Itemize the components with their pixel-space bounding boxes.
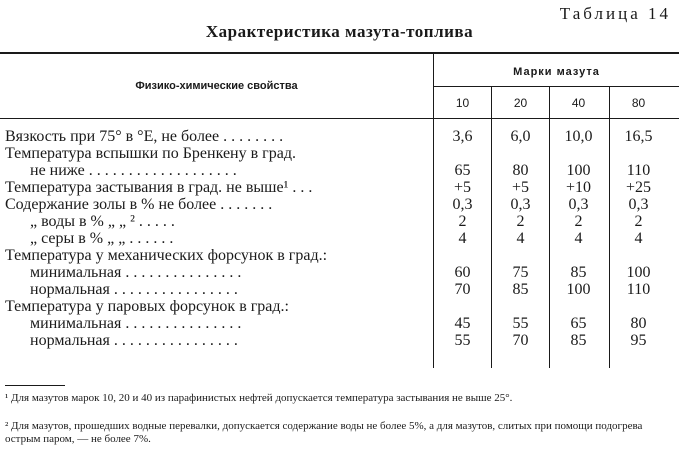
row-label: „ воды в % „ „ ² . . . . . [30, 213, 175, 230]
table-body [0, 128, 679, 349]
cell-grade-20: +5 [511, 179, 530, 196]
footnote-2: ² Для мазутов, прошедших водные перевалки, допускается содержание воды не более 5%, а для мазутов, слитых при помощи подогрева острым паром, — не более 7%. [5, 420, 643, 445]
row-label: Температура у паровых форсунок в град.: [5, 298, 289, 315]
cell-grade-20: 0,3 [510, 196, 531, 213]
row-label: Вязкость при 75° в °E, не более . . . . . . . . [5, 128, 284, 145]
grades-header: Марки мазута [513, 66, 600, 78]
table-title: Характеристика мазута-топлива [205, 22, 474, 41]
top-rule [0, 52, 679, 54]
cell-grade-40: 85 [570, 332, 587, 349]
cell-grade-80: 4 [634, 230, 643, 247]
table-row [0, 213, 679, 230]
cell-grade-80: 100 [626, 264, 651, 281]
cell-grade-20: 70 [512, 332, 529, 349]
row-label: Температура у механических форсунок в град.: [5, 247, 328, 264]
cell-grade-20: 55 [512, 315, 529, 332]
cell-grade-20: 2 [516, 213, 525, 230]
cell-grade-20: 80 [512, 162, 529, 179]
cell-grade-20: 85 [512, 281, 529, 298]
cell-grade-80: 0,3 [628, 196, 649, 213]
table-row [0, 179, 679, 196]
cell-grade-20: 75 [512, 264, 529, 281]
table-row [0, 128, 679, 145]
row-label: Содержание золы в % не более . . . . . . . [5, 196, 273, 213]
footnote-rule [5, 385, 65, 386]
grade-header: 40 [571, 96, 586, 110]
cell-grade-10: 70 [454, 281, 471, 298]
row-label: нормальная . . . . . . . . . . . . . . . . [30, 281, 238, 298]
cell-grade-40: 0,3 [568, 196, 589, 213]
grade-header: 20 [513, 96, 528, 110]
table-row [0, 298, 679, 315]
row-label: Температура застывания в град. не выше¹ . . . [5, 179, 313, 196]
cell-grade-80: 95 [630, 332, 647, 349]
row-label: „ серы в % „ „ . . . . . . [30, 230, 174, 247]
header-rule [0, 118, 679, 119]
cell-grade-10: 3,6 [452, 128, 473, 145]
cell-grade-40: 100 [566, 281, 591, 298]
table-row [0, 196, 679, 213]
footnote-1: ¹ Для мазутов марок 10, 20 и 40 из парафинистых нефтей допускается температура застывания не выше 25°. [5, 392, 513, 404]
cell-grade-10: 2 [458, 213, 467, 230]
cell-grade-20: 4 [516, 230, 525, 247]
cell-grade-80: 2 [634, 213, 643, 230]
cell-grade-80: 110 [626, 162, 651, 179]
table-row [0, 315, 679, 332]
table-row [0, 264, 679, 281]
table-row [0, 281, 679, 298]
cell-grade-40: 4 [574, 230, 583, 247]
cell-grade-10: 0,3 [452, 196, 473, 213]
grade-header: 80 [631, 96, 646, 110]
cell-grade-10: 4 [458, 230, 467, 247]
grade-header: 10 [455, 96, 470, 110]
marks-rule [434, 86, 679, 87]
cell-grade-40: 65 [570, 315, 587, 332]
row-label: нормальная . . . . . . . . . . . . . . . . [30, 332, 238, 349]
cell-grade-20: 6,0 [510, 128, 531, 145]
cell-grade-40: 100 [566, 162, 591, 179]
table-row [0, 230, 679, 247]
cell-grade-80: 80 [630, 315, 647, 332]
table-row [0, 332, 679, 349]
cell-grade-80: 16,5 [624, 128, 653, 145]
cell-grade-10: 45 [454, 315, 471, 332]
row-label: Температура вспышки по Бренкену в град. [5, 145, 296, 162]
cell-grade-10: 55 [454, 332, 471, 349]
cell-grade-40: +10 [565, 179, 592, 196]
table-number: Таблица 14 [559, 4, 671, 23]
row-label: минимальная . . . . . . . . . . . . . . . [30, 264, 242, 281]
cell-grade-40: 10,0 [564, 128, 593, 145]
cell-grade-80: 110 [626, 281, 651, 298]
table-row [0, 162, 679, 179]
row-label: минимальная . . . . . . . . . . . . . . . [30, 315, 242, 332]
row-label: не ниже . . . . . . . . . . . . . . . . . . . [30, 162, 237, 179]
properties-header: Физико-химические свойства [135, 80, 298, 92]
cell-grade-10: +5 [453, 179, 472, 196]
cell-grade-40: 85 [570, 264, 587, 281]
cell-grade-40: 2 [574, 213, 583, 230]
cell-grade-10: 65 [454, 162, 471, 179]
cell-grade-10: 60 [454, 264, 471, 281]
table-row [0, 247, 679, 264]
cell-grade-80: +25 [625, 179, 652, 196]
table-row [0, 145, 679, 162]
